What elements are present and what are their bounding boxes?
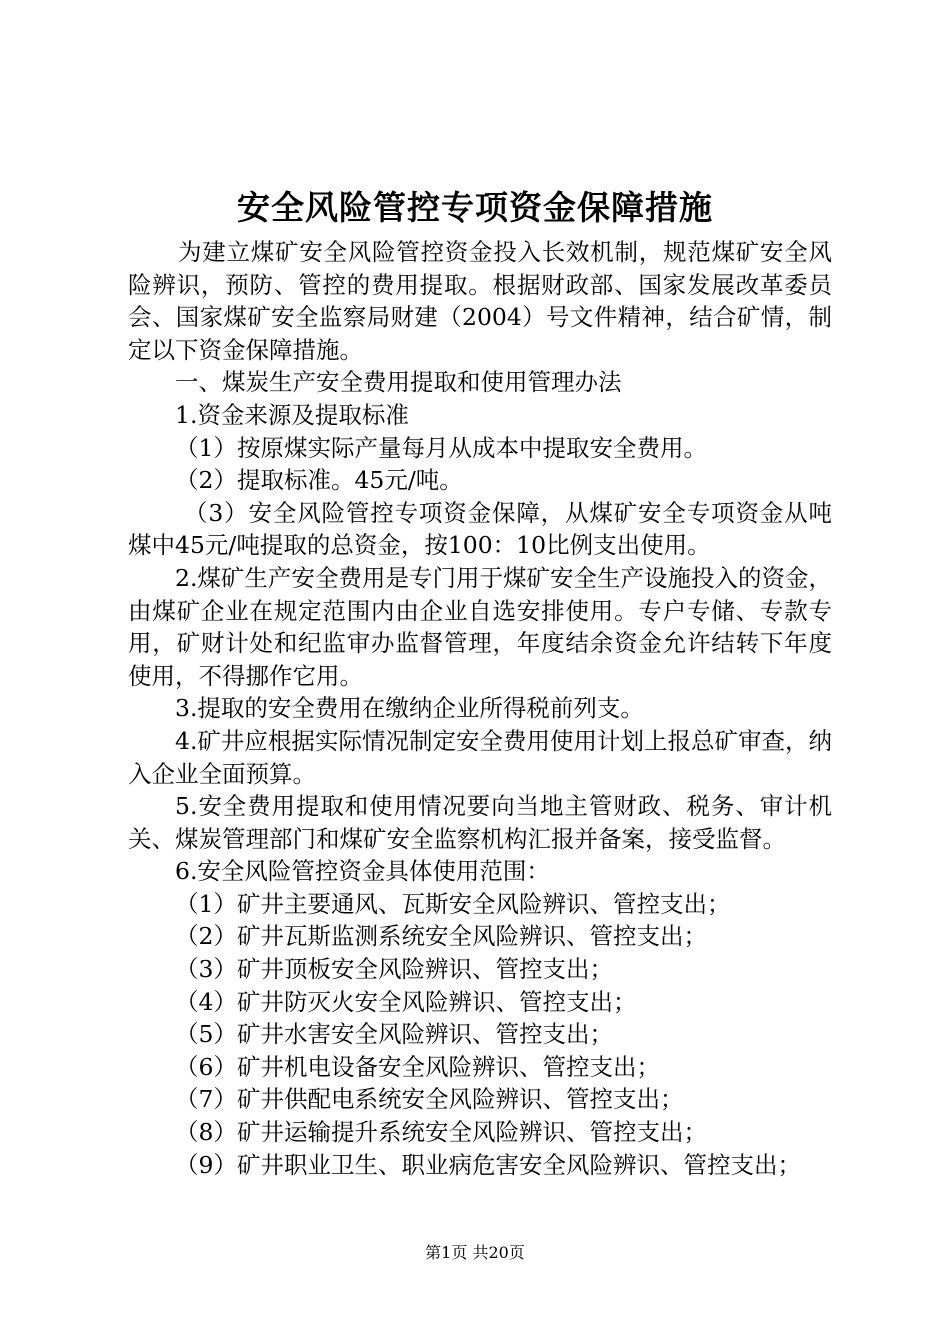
paragraph: 为建立煤矿安全风险管控资金投入长效机制，规范煤矿安全风险辨识，预防、管控的费用提取。根据财政部、国家发展改革委员会、国家煤矿安全监察局财建（2004）号文件精神，结合矿情，制定以下资金保障措施。: [128, 238, 832, 364]
list-item: （8）矿井运输提升系统安全风险辨识、管控支出；: [175, 1118, 707, 1147]
paragraph: 一、煤炭生产安全费用提取和使用管理办法: [175, 368, 622, 397]
document-body: [128, 236, 832, 1181]
list-item: （5）矿井水害安全风险辨识、管控支出；: [175, 1020, 613, 1049]
list-item: （7）矿井供配电系统安全风险辨识、管控支出；: [175, 1085, 684, 1114]
list-item: （6）矿井机电设备安全风险辨识、管控支出；: [175, 1052, 660, 1081]
document-title: 安全风险管控专项资金保障措施: [237, 188, 713, 227]
paragraph: 5.安全费用提取和使用情况要向当地主管财政、税务、审计机关、煤炭管理部门和煤矿安全监察机构汇报并备案，接受监督。: [128, 792, 832, 853]
paragraph: （3）安全风险管控专项资金保障，从煤矿安全专项资金从吨煤中45元/吨提取的总资金，按100：10比例支出使用。: [128, 498, 832, 560]
list-item: （9）矿井职业卫生、职业病危害安全风险辨识、管控支出；: [175, 1150, 801, 1179]
paragraph: 1.资金来源及提取标准: [175, 400, 409, 429]
list-item: （3）矿井顶板安全风险辨识、管控支出；: [175, 955, 613, 984]
list-item: （4）矿井防灭火安全风险辨识、管控支出；: [175, 987, 637, 1016]
paragraph: 2.煤矿生产安全费用是专门用于煤矿安全生产设施投入的资金，由煤矿企业在规定范围内由企业自选安排使用。专户专储、专款专用，矿财计处和纪监审办监督管理，年度结余资金允许结转下年度使用，不得挪作它用。: [128, 563, 832, 690]
paragraph: （1）按原煤实际产量每月从成本中提取安全费用。: [175, 433, 707, 462]
list-item: （2）矿井瓦斯监测系统安全风险辨识、管控支出；: [175, 922, 707, 951]
paragraph: （2）提取标准。45元/吨。: [175, 466, 463, 495]
paragraph: 6.安全风险管控资金具体使用范围：: [175, 857, 550, 886]
page-footer: 第1页 共20页: [425, 1243, 525, 1262]
paragraph: 4.矿井应根据实际情况制定安全费用使用计划上报总矿审查，纳入企业全面预算。: [128, 726, 832, 788]
list-item: （1）矿井主要通风、瓦斯安全风险辨识、管控支出；: [175, 889, 731, 918]
paragraph: 3.提取的安全费用在缴纳企业所得税前列支。: [175, 694, 644, 723]
